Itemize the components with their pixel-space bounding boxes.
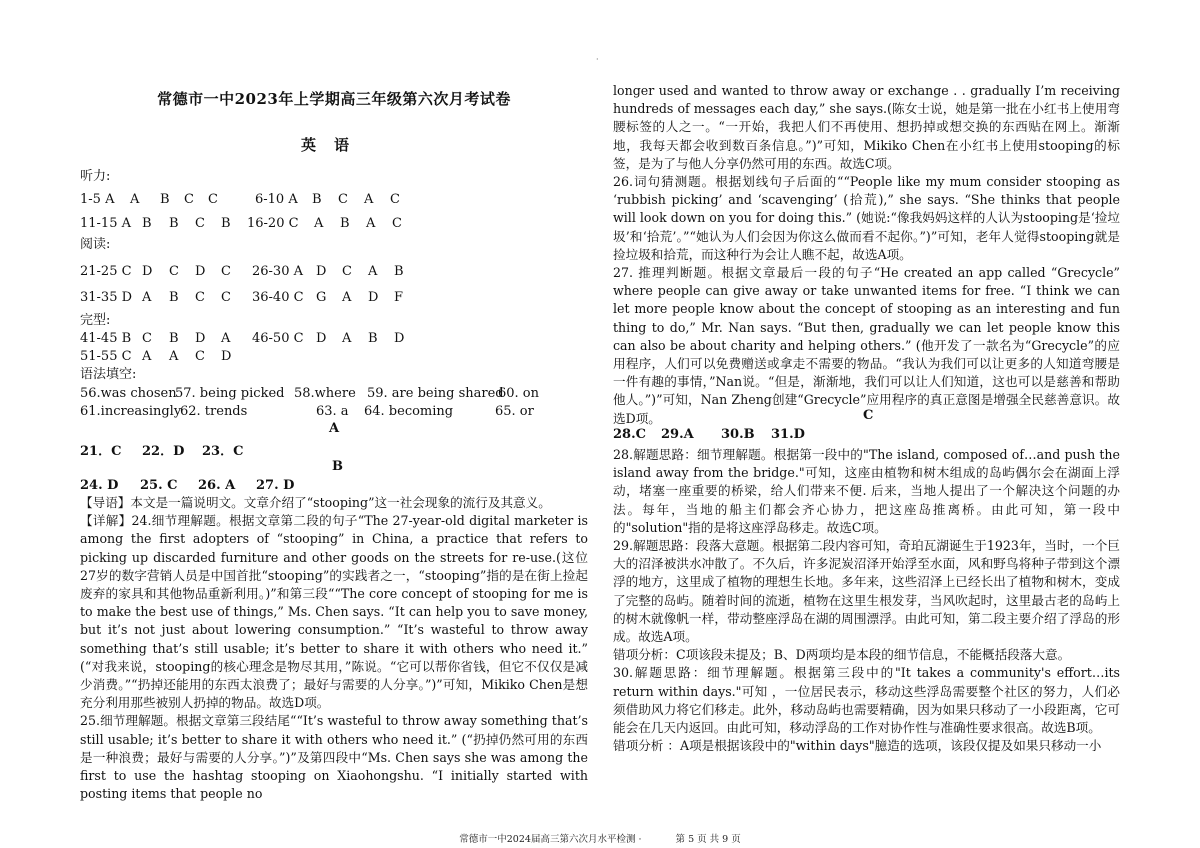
answer: B (340, 216, 350, 231)
answer-group: 11-15 A (80, 216, 131, 231)
answer: A (142, 290, 152, 305)
answer: 61.increasingly (80, 404, 182, 419)
answer-group: 16-20 C (247, 216, 299, 231)
answer: C (342, 264, 352, 279)
cloze-label: 完型: (80, 313, 111, 328)
answer: 58.where (294, 386, 356, 401)
explanation-28: 28.解题思路：细节理解题。根据第一段中的"The island, composed of…and push the island away from the bridge."可知，这座由植物和树木组成的岛屿偶尔会在湖面上浮动，堵塞一座重要的桥梁，给人们带来不便. 后来，当地人提出了一个解决这个问题的办法。每年，当地的船主们都会齐心协力，把这座岛推离桥。由此可知，第一段中的"solution"指的是将这座浮岛移走。故选C项。 (613, 447, 1120, 535)
answer: A (142, 349, 152, 364)
answer: 30.B (721, 427, 755, 442)
answer-group: 36-40 C (252, 290, 304, 305)
reading-label: 阅读: (80, 237, 111, 252)
answer: B (169, 216, 179, 231)
answer: 57. being picked (175, 386, 285, 401)
answer: D (221, 349, 232, 364)
error-analysis-29: 错项分析：C项该段未提及；B、D两项均是本段的细节信息，不能概括段落大意。 (613, 647, 1071, 663)
answer: B (312, 192, 322, 207)
page-number: 第 5 页 共 9 页 (675, 834, 741, 845)
answer: C (169, 264, 179, 279)
exam-title: 常德市一中2023年上学期高三年级第六次月考试卷 (157, 90, 511, 108)
answer: C (390, 192, 400, 207)
grammar-label: 语法填空: (80, 367, 137, 382)
explanation-26: 26.词句猜测题。根据划线句子后面的““People like my mum consider stooping as ‘rubbish picking’ and ‘scavenging’ (拾荒),” she says. “She thinks that people will look down on you for doing this.” (她说:“像我妈妈这样的人认为stooping是‘捡垃圾’和‘拾荒’。”“她认为人们会因为你这么做而看不起你。”)”可知，老年人觉得stooping就是捡垃圾和拾荒，而这种行为会让人瞧不起，故选A项。 (613, 174, 1120, 262)
answer: D (368, 290, 379, 305)
answer: A (368, 264, 378, 279)
answer-group: 26-30 A (252, 264, 303, 279)
explanation-24: 【详解】24.细节理解题。根据文章第二段的句子“The 27-year-old digital marketer is among the first adopters of “stooping” in China, a practice that refers to picking up discarded furniture and other goods on the streets for re-use.(这位27岁的数字营销人员是中国首批“stooping”的实践者之一，“stooping”指的是在街上捡起废弃的家具和其他物品重新利用。)”和第三段““The core concept of stooping for me is to make the best use of things,” Ms. Chen says. “It can help you to save money, but it’s not just about lowering consumption.” “It’s wasteful to throw away something that’s still usable; it’s better to share it with others who need it.” (“对我来说，stooping的核心理念是物尽其用，”陈说。“它可以帮你省钱，但它不仅仅是减少消费。”“扔掉还能用的东西太浪费了；最好与需要的人分享。”)”可知，Mikiko Chen是想充分利用那些被别人扔掉的物品。故选D项。 (80, 513, 588, 711)
answer: C (195, 349, 205, 364)
section-b-continued (613, 82, 1120, 428)
answer: B (169, 290, 179, 305)
answer-group: 51-55 C (80, 349, 132, 364)
answer: D (316, 331, 327, 346)
answer: 27. D (256, 478, 295, 493)
answer: A (130, 192, 140, 207)
footer-text: 常德市一中2024届高三第六次月水平检测 · (459, 834, 642, 845)
answer: 64. becoming (364, 404, 454, 419)
answer: 24. D (80, 478, 119, 493)
answer: C (208, 192, 218, 207)
section-c-explanation (613, 446, 1120, 755)
section-c-heading: C (863, 408, 874, 423)
answer: C (195, 290, 205, 305)
listening-label: 听力: (80, 169, 111, 184)
answer: A (364, 192, 374, 207)
intro-paragraph: 【导语】本文是一篇说明文。文章介绍了“stooping”这一社会现象的流行及其意义。 (80, 495, 551, 510)
answer: A (169, 349, 179, 364)
answer: C (221, 290, 231, 305)
answer-group: 6-10 A (255, 192, 298, 207)
answer: 25. C (140, 478, 178, 493)
answer: C (392, 216, 402, 231)
answer: A (314, 216, 324, 231)
section-a-heading: A (329, 421, 340, 436)
answer-group: 21-25 C (80, 264, 132, 279)
explanation-30: 30.解题思路：细节理解题。根据第三段中的"It takes a community's effort…its return within days."可知 ，一位居民表示，移动这些浮岛需要整个社区的努力，人们必须借助风力将它们移走。此外，移动岛屿也需要精确，因为如果只移动了一小段距离，它可能会在几天内返回。由此可知，移动浮岛的工作对协作性与准确性要求很高。故选B项。 (613, 665, 1120, 736)
answer: B (160, 192, 170, 207)
answer: C (338, 192, 348, 207)
answer: 56.was chosen (80, 386, 177, 401)
page-footer (0, 831, 1200, 845)
answer: 60. on (498, 386, 540, 401)
answer: 65. or (495, 404, 534, 419)
answer: C (221, 264, 231, 279)
explanation-25: 25.细节理解题。根据文章第三段结尾““It’s wasteful to throw away something that’s still usable; it’s better to share it with others who need it.” (“扔掉仍然可用的东西是一种浪费；最好与需要的人分享。”)”及第四段中“Ms. Chen says she was among the first to use the hashtag stooping on Xiaohongshu. “I initially started with posting items that people no (80, 713, 588, 802)
answer: D (195, 331, 206, 346)
answer: B (169, 331, 179, 346)
answer: 23．C (202, 444, 244, 459)
answer-group: 46-50 C (252, 331, 304, 346)
answer: 28.C (613, 427, 646, 442)
answer-group: 1-5 A (80, 192, 115, 207)
answer: D (195, 264, 206, 279)
answer: 31.D (771, 427, 805, 442)
answer: 63. a (316, 404, 349, 419)
answer: F (394, 290, 404, 305)
answer: G (316, 290, 327, 305)
explanation-29: 29.解题思路：段落大意题。根据第二段内容可知，奇珀瓦湖诞生于1923年，当时，一个巨大的沼泽被洪水冲散了。不久后，许多泥炭沼泽开始浮至水面，风和野鸟将种子带到这个漂浮的地方，这里成了植物的理想生长地。多年来，这些沼泽上已经长出了植物和树木，变成了完整的岛屿。随着时间的流逝，植物在这里生根发芽，当风吹起时，这里最古老的岛屿上的树木就像帆一样，带动整座浮岛在湖的周围漂浮。由此可知，第二段主要介绍了浮岛的形成。故选A项。 (613, 538, 1120, 645)
section-b-explanation (80, 494, 588, 803)
answer: C (195, 216, 205, 231)
answer: D (394, 331, 405, 346)
answer: 59. are being shared (367, 386, 504, 401)
answer: B (221, 216, 231, 231)
answer: A (366, 216, 376, 231)
answer: 29.A (661, 427, 694, 442)
answer: B (368, 331, 378, 346)
answer: B (394, 264, 404, 279)
error-analysis-30: 错项分析 ：A项是根据该段中的"within days"臆造的选项，该段仅提及如果只移动一小 (613, 738, 1102, 754)
answer: C (184, 192, 194, 207)
answer: 62. trends (180, 404, 248, 419)
answer-group: 31-35 D (80, 290, 133, 305)
answer: C (142, 331, 152, 346)
answer: D (316, 264, 327, 279)
answer: A (221, 331, 231, 346)
subject-title: 英语 (300, 136, 367, 154)
explanation-25-cont: longer used and wanted to throw away or exchange . . gradually I’m receiving hundreds of messages each day,” she says.(陈女士说，她是第一批在小红书上使用弯腰标签的人之一。“一开始，我把人们不再使用、想扔掉或想交换的东西贴在网上。渐渐地，我每天都会收到数百条信息。”)”可知，Mikiko Chen在小红书上使用stooping的标签，是为了与他人分享仍然可用的东西。故选C项。 (613, 83, 1120, 171)
answer: B (142, 216, 152, 231)
explanation-27: 27. 推理判断题。根据文章最后一段的句子“He created an app called “Grecycle” where people can give away or take unwanted items for free. “I think we can let more people know about the concept of stooping as an interesting and fun thing to do,” Mr. Nan says. “But then, gradually we can let people know this can also be about charity and helping others.” (他开发了一款名为“Grecycle”的应用程序，人们可以免费赠送或拿走不需要的物品。“我认为我们可以让更多的人知道弯腰是一件有趣的事情，”Nan说。“但是，渐渐地，我们可以让人们知道，这也可以是慈善和帮助他人。”)”可知，Nan Zheng创建“Grecycle”应用程序的真正意图是增强全民慈善意识。故选D项。 (613, 265, 1120, 426)
page-mark: · (596, 55, 599, 64)
answer: 26. A (198, 478, 236, 493)
section-b-heading: B (332, 459, 343, 474)
answer: D (142, 264, 153, 279)
answer: A (342, 331, 352, 346)
answer: 21．C (80, 444, 122, 459)
answer: A (342, 290, 352, 305)
answer: 22．D (142, 444, 185, 459)
answer-group: 41-45 B (80, 331, 132, 346)
